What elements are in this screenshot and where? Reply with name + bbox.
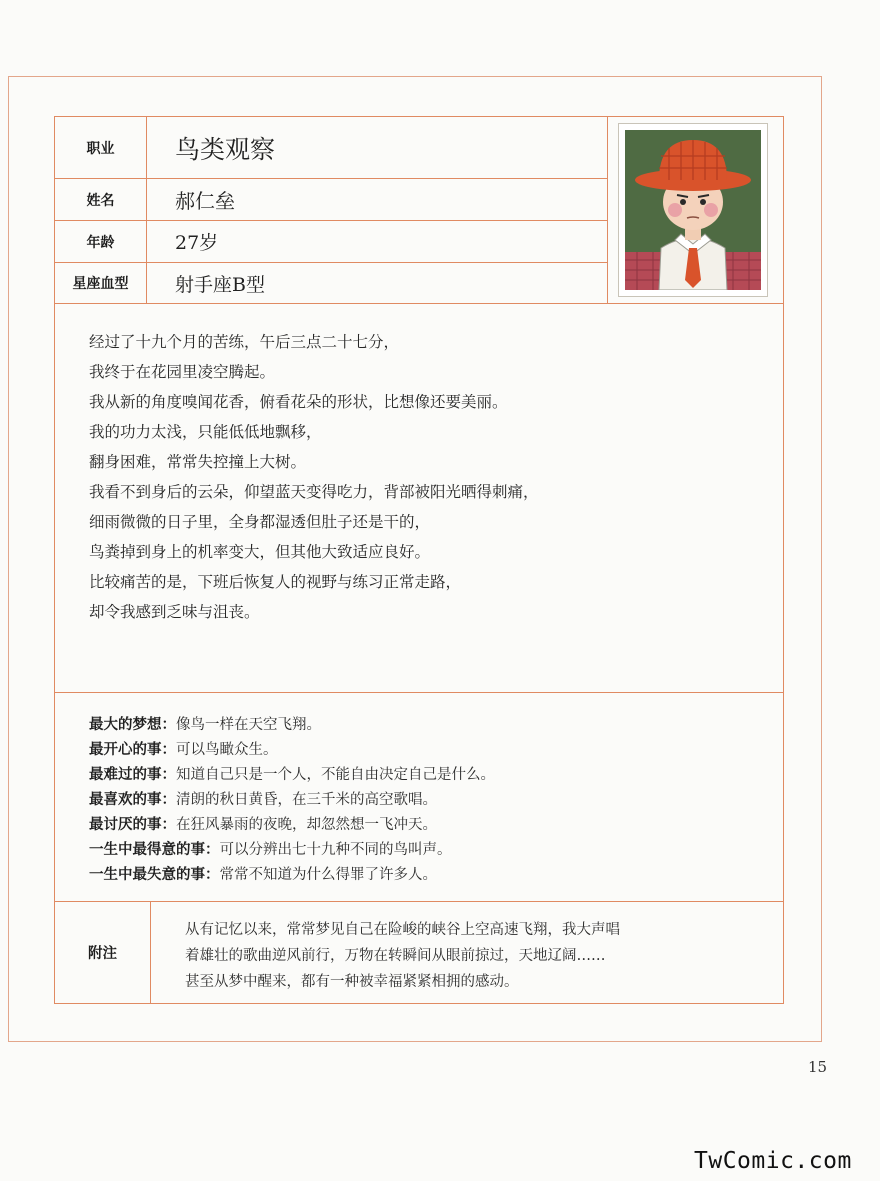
fact-value: 清朗的秋日黄昏，在三千米的高空歌唱。 (176, 792, 437, 808)
portrait-frame (618, 123, 768, 297)
fact-item (89, 788, 437, 809)
fact-value: 可以分辨出七十九种不同的鸟叫声。 (219, 842, 452, 858)
narrative-line: 鸟粪掉到身上的机率变大，但其他大致适应良好。 (89, 543, 431, 561)
narrative-line: 我从新的角度嗅闻花香，俯看花朵的形状，比想像还要美丽。 (89, 393, 508, 411)
profile-card (54, 116, 784, 1004)
narrative-line: 我看不到身后的云朵，仰望蓝天变得吃力，背部被阳光晒得刺痛， (89, 483, 539, 501)
fact-key: 最讨厌的事： (89, 816, 176, 833)
fact-value: 常常不知道为什么得罪了许多人。 (219, 867, 437, 883)
watermark: TwComic.com (694, 1148, 852, 1174)
remark-line: 甚至从梦中醒来，都有一种被幸福紧紧相拥的感动。 (185, 974, 519, 990)
fact-key: 最大的梦想： (89, 716, 176, 733)
fact-item (89, 813, 437, 834)
sign-row (55, 263, 607, 303)
name-label: 姓名 (55, 179, 147, 220)
portrait-eye-left (680, 199, 686, 205)
fact-item (89, 863, 437, 884)
fact-key: 一生中最失意的事： (89, 866, 220, 883)
narrative-line: 我终于在花园里凌空腾起。 (89, 363, 276, 381)
page-number: 15 (808, 1058, 828, 1076)
fact-value: 在狂风暴雨的夜晚，却忽然想一飞冲天。 (176, 817, 437, 833)
occupation-label: 职业 (55, 117, 147, 178)
fact-item (89, 713, 321, 734)
narrative-line: 我的功力太浅，只能低低地飘移， (89, 423, 322, 441)
fact-value: 知道自己只是一个人，不能自由决定自己是什么。 (176, 767, 495, 783)
remark-label: 附注 (55, 902, 151, 1003)
narrative-line: 细雨微微的日子里，全身都湿透但肚子还是干的， (89, 513, 431, 531)
age-label: 年龄 (55, 221, 147, 262)
sign-label: 星座血型 (55, 263, 147, 303)
occupation-value: 鸟类观察 (175, 134, 276, 164)
fact-item (89, 763, 495, 784)
name-value: 郝仁垒 (175, 189, 235, 213)
portrait-cheek-left (668, 203, 682, 217)
fact-key: 最开心的事： (89, 741, 176, 758)
age-value: 27岁 (175, 232, 219, 254)
facts-section (55, 693, 783, 901)
remark-section (55, 901, 783, 1003)
fact-value: 可以鸟瞰众生。 (176, 742, 278, 758)
occupation-row (55, 117, 607, 179)
narrative-section (55, 303, 783, 693)
fact-key: 最难过的事： (89, 766, 176, 783)
info-table (55, 117, 607, 303)
fact-value: 像鸟一样在天空飞翔。 (176, 717, 321, 733)
narrative-line: 经过了十九个月的苦练，午后三点二十七分， (89, 333, 400, 351)
narrative-line: 却令我感到乏味与沮丧。 (89, 603, 260, 621)
fact-item (89, 738, 278, 759)
name-row (55, 179, 607, 221)
age-row (55, 221, 607, 263)
fact-key: 一生中最得意的事： (89, 841, 220, 858)
fact-item (89, 838, 452, 859)
remark-line: 从有记忆以来，常常梦见自己在险峻的峡谷上空高速飞翔，我大声唱 (185, 922, 620, 938)
sign-value: 射手座B型 (175, 273, 265, 296)
narrative-line: 翻身困难，常常失控撞上大树。 (89, 453, 307, 471)
portrait-illustration (625, 130, 761, 290)
narrative-line: 比较痛苦的是，下班后恢复人的视野与练习正常走路， (89, 573, 462, 591)
portrait-cell (607, 117, 783, 303)
remark-line: 着雄壮的歌曲逆风前行，万物在转瞬间从眼前掠过，天地辽阔…… (185, 948, 606, 964)
portrait-cheek-right (704, 203, 718, 217)
fact-key: 最喜欢的事： (89, 791, 176, 808)
portrait-eye-right (700, 199, 706, 205)
